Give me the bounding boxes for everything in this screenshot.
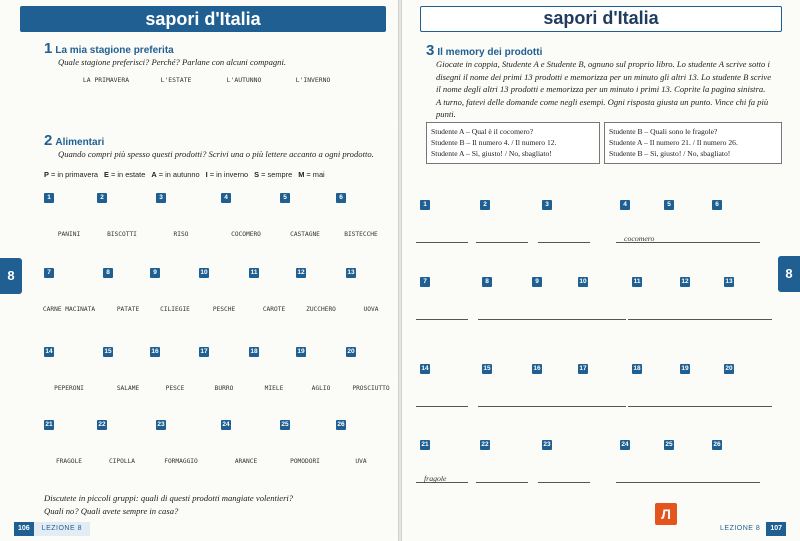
- legend-key: I: [205, 170, 208, 179]
- unit-tab-right: 8: [778, 256, 800, 292]
- carrots-icon: [634, 283, 680, 313]
- memory-number-badge: 9: [532, 277, 542, 287]
- product-item: [44, 347, 94, 397]
- memory-number-badge: 7: [420, 277, 430, 287]
- legend-item: [206, 170, 249, 179]
- product-item: [156, 420, 206, 470]
- ham-icon: [348, 353, 394, 383]
- memory-number-badge: 26: [713, 441, 721, 448]
- product-number-badge: 16: [151, 348, 159, 355]
- memory-number-badge: 3: [542, 200, 552, 210]
- handwritten-answer: fragole: [424, 474, 447, 483]
- butter-icon: [201, 353, 247, 383]
- product-number-badge: 10: [200, 269, 208, 276]
- product-number-badge: 5: [280, 193, 290, 203]
- memory-item: [632, 277, 682, 327]
- peaches-icon: [580, 283, 626, 313]
- dialog-line: Studente A – Sì, giusto! / No, sbagliato!: [431, 149, 552, 158]
- memory-number-badge: 15: [483, 365, 491, 372]
- memory-number-badge: 6: [712, 200, 722, 210]
- product-label: UVA: [355, 458, 367, 465]
- dialog-line: Studente B – Il numero 4. / Il numero 12.: [431, 138, 557, 147]
- product-number-badge: 3: [156, 193, 166, 203]
- onion-icon: [99, 426, 145, 456]
- memory-item: [712, 200, 762, 250]
- answer-line[interactable]: [476, 242, 528, 243]
- peaches-icon: [201, 274, 247, 304]
- eggs-icon: [726, 283, 772, 313]
- watermelon-icon: [622, 206, 668, 236]
- product-number-badge: 11: [250, 269, 258, 276]
- legend-text: = in inverno: [207, 170, 249, 179]
- eggs-icon: [348, 274, 394, 304]
- memory-item: [482, 277, 532, 327]
- exercise-3-number: 3: [426, 42, 435, 59]
- publisher-logo: Л: [655, 503, 677, 525]
- product-item: [221, 193, 271, 243]
- biscuits-icon: [482, 206, 528, 236]
- legend-key: E: [104, 170, 109, 179]
- product-label: PESCE: [165, 385, 185, 392]
- product-number-badge: 2: [97, 193, 107, 203]
- honey-icon: [634, 370, 680, 400]
- product-number-badge: 1: [44, 193, 54, 203]
- answer-line[interactable]: [528, 406, 580, 407]
- product-label: AGLIO: [311, 385, 331, 392]
- memory-number-badge: 11: [633, 278, 641, 285]
- product-item: [44, 193, 94, 243]
- product-item: [156, 193, 206, 243]
- left-title-banner: [20, 6, 386, 32]
- season-label: L'ESTATE: [160, 76, 192, 84]
- instruction-line: disegni il nome dei primi 13 prodotti e memorizza per un minuto gli altri 13. Lo studente B scrive: [436, 71, 772, 82]
- memory-item: [542, 200, 592, 250]
- product-item: [336, 420, 386, 470]
- product-number-badge: 20: [347, 348, 355, 355]
- memory-item: [664, 440, 714, 490]
- memory-number-badge: 25: [665, 441, 673, 448]
- memory-number-badge: 20: [725, 365, 733, 372]
- answer-line[interactable]: [478, 319, 530, 320]
- exercise-2-number: 2: [44, 132, 53, 149]
- instruction-line: Giocate in coppia, Studente A e Studente B, ognuno sul proprio libro. Lo studente A scrive sotto i: [436, 59, 770, 69]
- memory-number-badge: 4: [620, 200, 630, 210]
- season-2: [146, 72, 206, 84]
- season-label: L'INVERNO: [295, 76, 331, 84]
- product-label: SALAME: [116, 385, 140, 392]
- product-number-badge: 14: [45, 348, 53, 355]
- oranges-icon: [223, 426, 269, 456]
- rice-box-icon: [544, 206, 590, 236]
- legend-item: [298, 170, 325, 179]
- fish-icon: [534, 370, 580, 400]
- left-chapter-label: LEZIONE 8: [34, 522, 90, 536]
- product-item: [346, 268, 396, 318]
- product-item: [280, 193, 330, 243]
- product-item: [221, 420, 271, 470]
- strawberries-icon: [422, 446, 468, 476]
- product-number-badge: 4: [221, 193, 231, 203]
- product-item: [346, 347, 396, 397]
- grapes-icon: [338, 426, 384, 456]
- memory-item: [664, 200, 714, 250]
- memory-number-badge: 24: [621, 441, 629, 448]
- product-item: [336, 193, 386, 243]
- product-number-badge: 23: [157, 421, 165, 428]
- memory-item: [480, 440, 530, 490]
- steak-icon: [338, 199, 384, 229]
- product-item: [97, 420, 147, 470]
- memory-item: [420, 440, 470, 490]
- product-number-badge: 26: [337, 421, 345, 428]
- product-number-badge: 17: [200, 348, 208, 355]
- unit-tab-left: 8: [0, 258, 22, 294]
- memory-number-badge: 1: [420, 200, 430, 210]
- answer-line[interactable]: [478, 406, 530, 407]
- carrots-icon: [251, 274, 297, 304]
- memory-number-badge: 12: [681, 278, 689, 285]
- product-number-badge: 9: [150, 268, 160, 278]
- watermelon-icon: [223, 199, 269, 229]
- garlic-icon: [682, 370, 728, 400]
- peppers-icon: [422, 370, 468, 400]
- product-item: [44, 420, 94, 470]
- memory-number-badge: 8: [482, 277, 492, 287]
- product-label: UOVA: [363, 306, 379, 313]
- ham-icon: [726, 370, 772, 400]
- minced-meat-icon: [46, 274, 92, 304]
- product-label: FRAGOLE: [55, 458, 83, 465]
- product-label: PESCHE: [212, 306, 236, 313]
- product-label: POMODORI: [290, 458, 320, 465]
- memory-number-badge: 10: [579, 278, 587, 285]
- legend-key: M: [298, 170, 305, 179]
- left-page-number: 106: [14, 522, 34, 536]
- product-label: PEPERONI: [54, 385, 84, 392]
- answer-line[interactable]: [660, 482, 712, 483]
- exercise-1-title: La mia stagione preferita: [55, 45, 174, 56]
- legend-item: [104, 170, 145, 179]
- honey-icon: [251, 353, 297, 383]
- legend-text: = mai: [304, 170, 325, 179]
- left-folio: [14, 522, 90, 536]
- left-page: [0, 0, 398, 541]
- strawberries-icon: [46, 426, 92, 456]
- season-label: LA PRIMAVERA: [82, 76, 130, 84]
- memory-number-badge: 23: [543, 441, 551, 448]
- answer-line[interactable]: [628, 406, 680, 407]
- memory-item: [420, 364, 470, 414]
- legend-text: = in autunno: [156, 170, 200, 179]
- product-label: BISCOTTI: [107, 231, 137, 238]
- memory-number-badge: 22: [481, 441, 489, 448]
- product-number-badge: 7: [44, 268, 54, 278]
- answer-line[interactable]: [720, 319, 772, 320]
- exercise-2-heading: [44, 132, 104, 149]
- oranges-icon: [622, 446, 668, 476]
- season-legend: [44, 170, 325, 179]
- product-label: ARANCE: [234, 458, 258, 465]
- memory-item: [480, 200, 530, 250]
- product-item: [280, 420, 330, 470]
- left-page-title: sapori d'Italia: [145, 9, 261, 29]
- product-number-badge: 25: [281, 421, 289, 428]
- season-4: [283, 72, 343, 84]
- right-page-number: 107: [766, 522, 786, 536]
- cherries-icon: [534, 283, 580, 313]
- memory-number-badge: 18: [633, 365, 641, 372]
- product-number-badge: 15: [104, 348, 112, 355]
- exercise-2-title: Alimentari: [55, 137, 105, 148]
- answer-line[interactable]: [628, 319, 680, 320]
- steak-icon: [714, 206, 760, 236]
- discussion-question: [44, 492, 293, 517]
- product-number-badge: 12: [297, 269, 305, 276]
- memory-number-badge: 14: [421, 365, 429, 372]
- chestnuts-icon: [282, 199, 328, 229]
- right-page: [402, 0, 800, 541]
- dialog-example-a: [426, 122, 600, 164]
- product-number-badge: 19: [297, 348, 305, 355]
- legend-text: = in primavera: [48, 170, 99, 179]
- product-label: PANINI: [57, 231, 81, 238]
- product-number-badge: 6: [336, 193, 346, 203]
- dialog-line: Studente A – Il numero 21. / Il numero 26.: [609, 138, 738, 147]
- answer-line[interactable]: [574, 319, 626, 320]
- legend-key: A: [151, 170, 157, 179]
- memory-item: [712, 440, 762, 490]
- dialog-line: Studente B – Sì, giusto! / No, sbagliato!: [609, 149, 731, 158]
- right-folio: [714, 522, 786, 536]
- season-3: [214, 72, 274, 84]
- product-label: ZUCCHERO: [306, 306, 336, 313]
- product-label: COCOMERO: [231, 231, 261, 238]
- product-number-badge: 18: [250, 348, 258, 355]
- biscuits-icon: [99, 199, 145, 229]
- answer-line[interactable]: [416, 242, 468, 243]
- product-number-badge: 8: [103, 268, 113, 278]
- legend-text: = sempre: [259, 170, 293, 179]
- garlic-icon: [298, 353, 344, 383]
- exercise-1-heading: [44, 40, 174, 57]
- memory-item: [420, 277, 470, 327]
- answer-line[interactable]: [538, 242, 590, 243]
- memory-item: [420, 200, 470, 250]
- grapes-icon: [714, 446, 760, 476]
- answer-line[interactable]: [538, 482, 590, 483]
- discussion-line-1: Discutete in piccoli gruppi: quali di questi prodotti mangiate volentieri?: [44, 493, 294, 503]
- memory-item: [632, 364, 682, 414]
- memory-item: [724, 277, 774, 327]
- discussion-line-2: Quali no? Quali avete sempre in casa?: [44, 505, 179, 516]
- product-label: MIELE: [264, 385, 284, 392]
- dialog-example-b: [604, 122, 782, 164]
- right-page-title: sapori d'Italia: [543, 8, 659, 28]
- answer-line[interactable]: [476, 482, 528, 483]
- dialog-line: Studente B – Quali sono le fragole?: [609, 127, 718, 136]
- season-label: L'AUTUNNO: [226, 76, 262, 84]
- answer-line[interactable]: [416, 406, 468, 407]
- exercise-3-instruction: [436, 58, 784, 121]
- memory-item: [724, 364, 774, 414]
- answer-line[interactable]: [416, 319, 468, 320]
- legend-key: S: [254, 170, 260, 179]
- product-number-badge: 24: [222, 421, 230, 428]
- answer-line[interactable]: [720, 406, 772, 407]
- answer-line[interactable]: [660, 242, 712, 243]
- answer-line[interactable]: [528, 319, 580, 320]
- cherries-icon: [152, 274, 198, 304]
- memory-item: [578, 277, 628, 327]
- rice-box-icon: [158, 199, 204, 229]
- bread-icon: [422, 206, 468, 236]
- bread-icon: [46, 199, 92, 229]
- product-label: RISO: [173, 231, 189, 238]
- legend-item: [44, 170, 98, 179]
- product-label: CIPOLLA: [108, 458, 136, 465]
- product-item: [97, 193, 147, 243]
- product-label: PROSCIUTTO: [352, 385, 390, 392]
- memory-number-badge: 2: [480, 200, 490, 210]
- legend-text: = in estate: [108, 170, 146, 179]
- product-label: BURRO: [214, 385, 234, 392]
- memory-number-badge: 5: [664, 200, 674, 210]
- legend-key: P: [44, 170, 49, 179]
- potatoes-icon: [484, 283, 530, 313]
- legend-item: [254, 170, 292, 179]
- memory-item: [482, 364, 532, 414]
- sugar-icon: [298, 274, 344, 304]
- memory-number-badge: 17: [579, 365, 587, 372]
- instruction-line: punti.: [436, 109, 456, 119]
- handwritten-answer: cocomero: [624, 234, 655, 243]
- product-label: CILIEGIE: [160, 306, 190, 313]
- right-chapter-label: LEZIONE 8: [720, 525, 761, 532]
- sugar-icon: [682, 283, 728, 313]
- onion-icon: [482, 446, 528, 476]
- product-label: CASTAGNE: [290, 231, 320, 238]
- product-number-badge: 13: [347, 269, 355, 276]
- instruction-line: il nome degli altri 13 prodotti e memorizza per un minuto i primi 13. Coprite la pagina sinistra.: [436, 84, 766, 94]
- answer-line[interactable]: [574, 406, 626, 407]
- product-label: FORMAGGIO: [164, 458, 198, 465]
- memory-number-badge: 13: [725, 278, 733, 285]
- product-label: CAROTE: [262, 306, 286, 313]
- memory-number-badge: 19: [681, 365, 689, 372]
- product-number-badge: 22: [98, 421, 106, 428]
- exercise-2-instruction: Quando compri più spesso questi prodotti? Scrivi una o più lettere accanto a ogni prodotto.: [58, 149, 374, 159]
- exercise-3-heading: [426, 42, 542, 59]
- dialog-line: Studente A – Qual è il cocomero?: [431, 127, 534, 136]
- peppers-icon: [46, 353, 92, 383]
- salami-icon: [484, 370, 530, 400]
- season-1: [76, 72, 136, 84]
- tomatoes-icon: [666, 446, 712, 476]
- salami-icon: [105, 353, 151, 383]
- answer-line[interactable]: [708, 242, 760, 243]
- memory-item: [578, 364, 628, 414]
- product-label: BISTECCHE: [344, 231, 378, 238]
- memory-number-badge: 21: [421, 441, 429, 448]
- right-title-banner: [420, 6, 782, 32]
- exercise-1-instruction: Quale stagione preferisci? Perché? Parlane con alcuni compagni.: [58, 57, 287, 67]
- butter-icon: [580, 370, 626, 400]
- potatoes-icon: [105, 274, 151, 304]
- minced-meat-icon: [422, 283, 468, 313]
- answer-line[interactable]: [708, 482, 760, 483]
- legend-item: [151, 170, 199, 179]
- instruction-line: A turno, fatevi delle domande come negli esempi. Ogni risposta giusta un punto. Vince chi fa più: [436, 96, 769, 107]
- exercise-3-title: Il memory dei prodotti: [437, 47, 543, 58]
- exercise-1-number: 1: [44, 40, 53, 57]
- memory-number-badge: 16: [533, 365, 541, 372]
- memory-item: [542, 440, 592, 490]
- product-label: CARNE MACINATA: [42, 306, 96, 313]
- product-label: PATATE: [116, 306, 140, 313]
- product-item: [44, 268, 94, 318]
- chestnuts-icon: [666, 206, 712, 236]
- product-number-badge: 21: [45, 421, 53, 428]
- fish-icon: [152, 353, 198, 383]
- tomatoes-icon: [282, 426, 328, 456]
- cheese-icon: [544, 446, 590, 476]
- cheese-icon: [158, 426, 204, 456]
